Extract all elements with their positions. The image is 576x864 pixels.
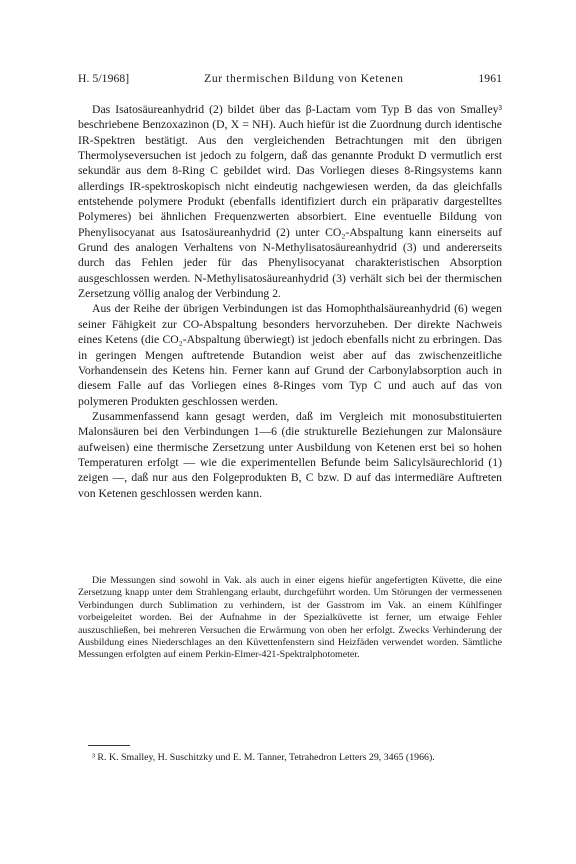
journal-issue: H. 5/1968] <box>78 72 130 85</box>
footnote-rule <box>88 745 130 746</box>
running-header <box>78 72 502 85</box>
experimental-note-text: Die Messungen sind sowohl in Vak. als auch in einer eigens hiefür angefertigten Küvette, die eine Zersetzung knapp unter dem Strahlengang erlaubt, durchgeführt worden. Um Störungen der vermessenen Verbindungen durch Sublimation zu verhindern, ist der Gasstrom im Vak. an einem Kühlfinger vorbeigeleitet worden. Bei der Aufnahme in der Spezialküvette ist ferner, um etwaige Fehler auszuschließen, bei mehreren Versuchen die Erwärmung von oben her erfolgt. Zwecks Verhinderung der Ausbildung eines Niederschlages an den Küvettenfenstern sind Heizfäden verwendet worden. Sämtliche Messungen erfolgten auf einem Perkin-Elmer-421-Spektralphotometer. <box>78 575 502 661</box>
footnote-reference-3: ³ R. K. Smalley, H. Suschitzky und E. M. Tanner, Tetrahedron Letters 29, 3465 (1966). <box>92 752 435 763</box>
main-text <box>78 102 502 501</box>
paragraph-homophthalic-anhydride: Aus der Reihe der übrigen Verbindungen ist das Homophthalsäureanhydrid (6) wegen seiner Fähigkeit zur CO-Abspaltung besonders hervorzuheben. Der direkte Nachweis eines Ketens (die CO₂-Abspaltung überwiegt) ist jedoch ebenfalls nicht zu erbringen. Das in geringen Mengen auftretende Butandion weist aber auf das zwischenzeitliche Vorhandensein des Ketens hin. Ferner kann auf Grund der Carbonylabsorption auch in diesem Falle auf das Vorliegen eines 8-Ringes vom Typ C und auch auf das von polymeren Produkten geschlossen werden. <box>78 302 502 408</box>
paragraph-summary: Zusammenfassend kann gesagt werden, daß im Vergleich mit monosubstituierten Malonsäuren bei den Verbindungen 1—6 (die strukturelle Beziehungen zur Malonsäure aufweisen) eine thermische Zersetzung unter Ausbildung von Ketenen erst bei so hohen Temperaturen erfolgt — wie die experimentellen Befunde beim Salicylsäurechlorid (1) zeigen —, daß nur aus den Folgeprodukten B, C bzw. D auf das intermediäre Auftreten von Ketenen geschlossen werden kann. <box>78 409 502 500</box>
running-title: Zur thermischen Bildung von Ketenen <box>204 72 404 85</box>
page-number: 1961 <box>478 72 502 85</box>
footnote <box>78 752 502 764</box>
paragraph-isatoic-anhydride: Das Isatosäureanhydrid (2) bildet über das β-Lactam vom Typ B das von Smalley³ beschriebene Benzoxazinon (D, X = NH). Auch hiefür ist die Zuordnung durch identische IR-Spektren bestätigt. Aus den vergleichenden Betrachtungen mit den übrigen Thermolyseversuchen ist jedoch zu folgern, daß das genannte Produkt D vermutlich erst sekundär aus dem 8-Ring C gebildet wird. Das Vorliegen dieses 8-Ringsystems kann allerdings IR-spektroskopisch nicht eindeutig nachgewiesen werden, da das gleichfalls entstehende polymere Produkt (ebenfalls identifiziert durch ein präparativ dargestelltes Polymeres) bei ähnlichen Frequenzwerten absorbiert. Eine eventuelle Bildung von Phenylisocyanat aus Isatosäureanhydrid (2) unter CO₂-Abspaltung kann einerseits auf Grund des analogen Verhaltens von N-Methylisatosäureanhydrid (3) und andererseits durch das Fehlen jeder für das Phenylisocyanat charakteristischen Absorption ausgeschlossen werden. N-Methylisatosäureanhydrid (3) verhält sich bei der thermischen Zersetzung völlig analog der Verbindung 2. <box>78 103 502 301</box>
experimental-note <box>78 575 502 662</box>
